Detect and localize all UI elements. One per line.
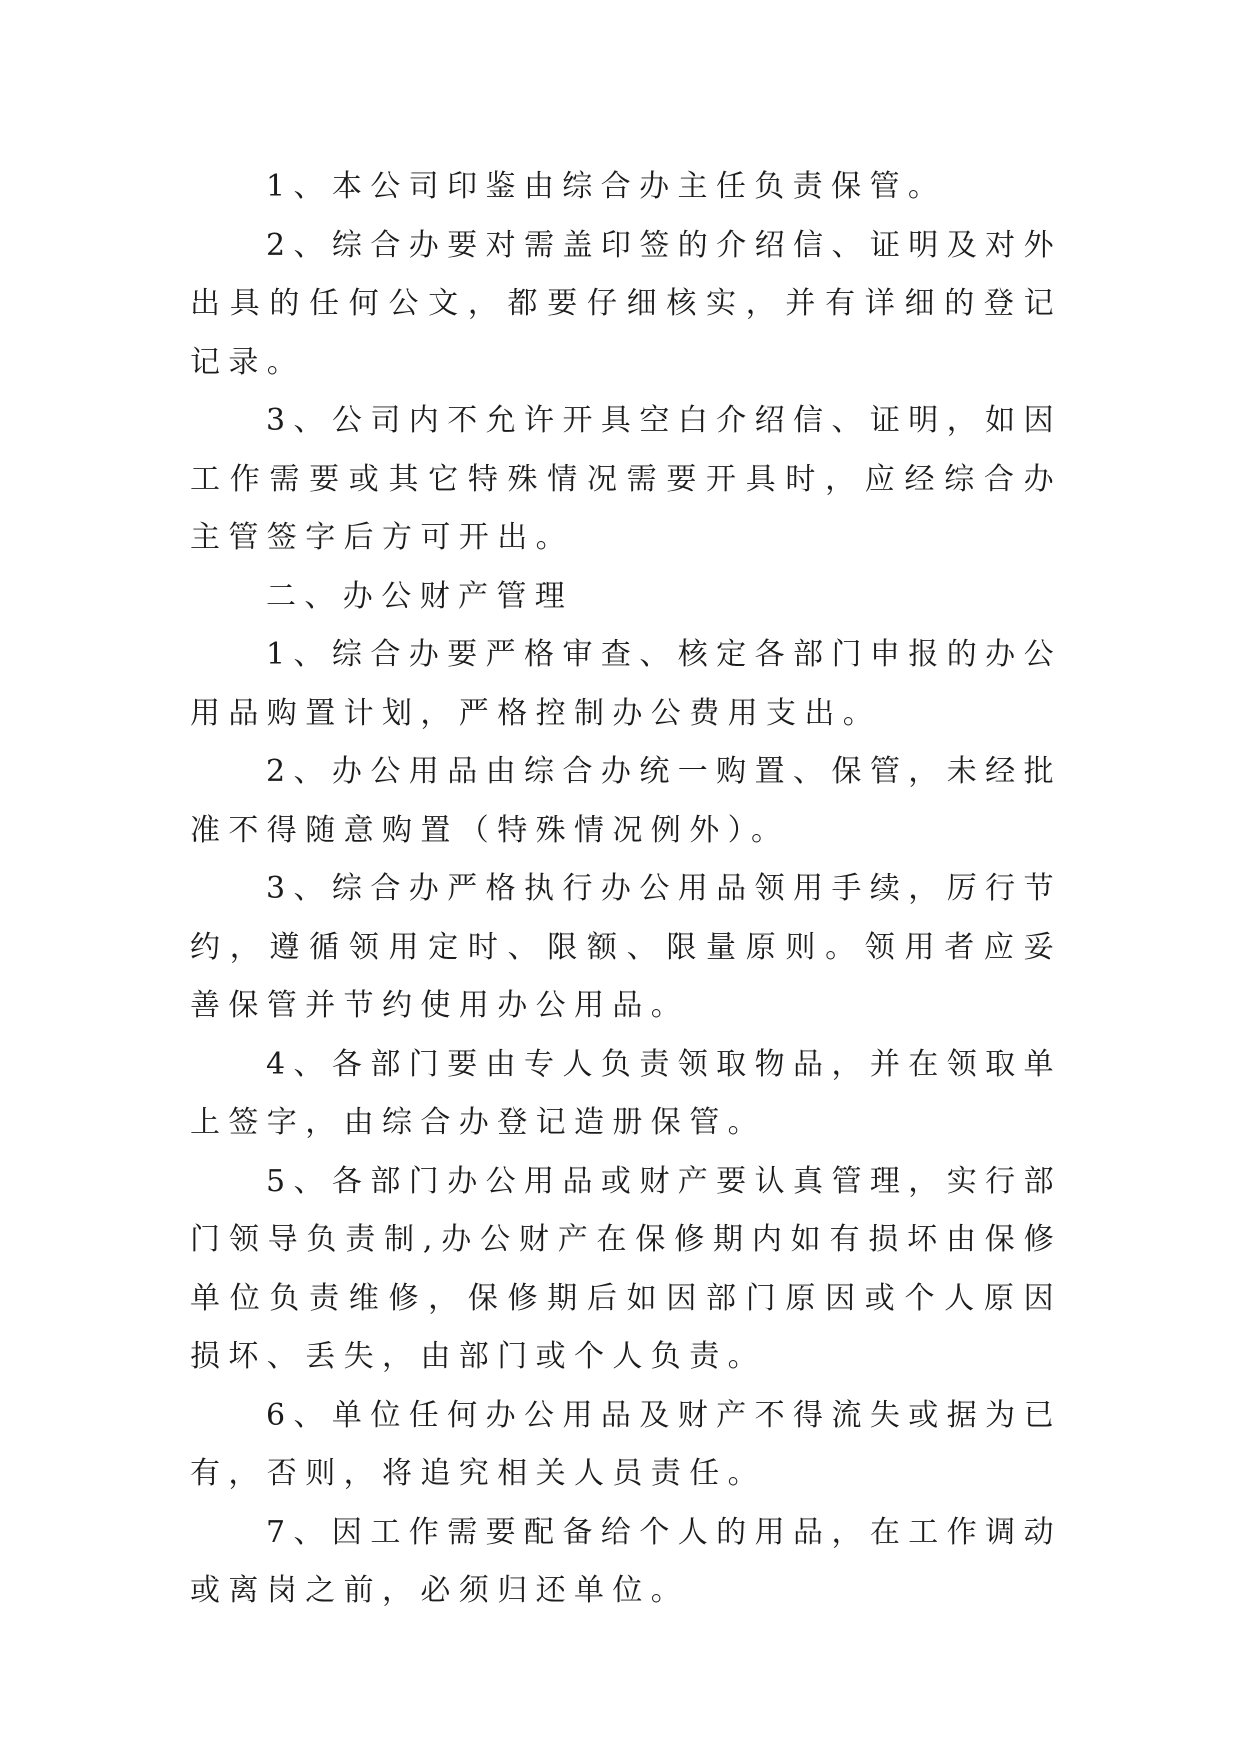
paragraph-return-items: 7、因工作需要配备给个人的用品，在工作调动或离岗之前，必须归还单位。 <box>190 1514 1062 1608</box>
paragraph-seal-keeper: 1、本公司印鉴由综合办主任负责保管。 <box>266 169 947 204</box>
section-heading-office-property: 二、办公财产管理 <box>266 578 574 614</box>
paragraph-unified-purchase: 2、办公用品由综合办统一购置、保管，未经批准不得随意购置（特殊情况例外）。 <box>190 754 1062 848</box>
paragraph-blank-letters: 3、公司内不允许开具空白介绍信、证明，如因工作需要或其它特殊情况需要开具时，应经综合办主管签字后方可开出。 <box>190 403 1062 555</box>
paragraph-department-collection: 4、各部门要由专人负责领取物品，并在领取单上签字，由综合办登记造册保管。 <box>190 1046 1062 1140</box>
paragraph-property-responsibility: 5、各部门办公用品或财产要认真管理，实行部门领导负责制,办公财产在保修期内如有损坏由保修单位负责维修，保修期后如因部门原因或个人原因损坏、丢失，由部门或个人负责。 <box>190 1163 1062 1374</box>
paragraph-purchase-plan: 1、综合办要严格审查、核定各部门申报的办公用品购置计划，严格控制办公费用支出。 <box>190 637 1062 731</box>
paragraph-requisition-procedure: 3、综合办严格执行办公用品领用手续，厉行节约，遵循领用定时、限额、限量原则。领用者应妥善保管并节约使用办公用品。 <box>190 871 1062 1023</box>
document-body <box>190 158 1062 1621</box>
paragraph-no-loss: 6、单位任何办公用品及财产不得流失或据为已有，否则，将追究相关人员责任。 <box>190 1397 1062 1491</box>
paragraph-seal-verification: 2、综合办要对需盖印签的介绍信、证明及对外出具的任何公文，都要仔细核实，并有详细的登记记录。 <box>190 227 1062 380</box>
